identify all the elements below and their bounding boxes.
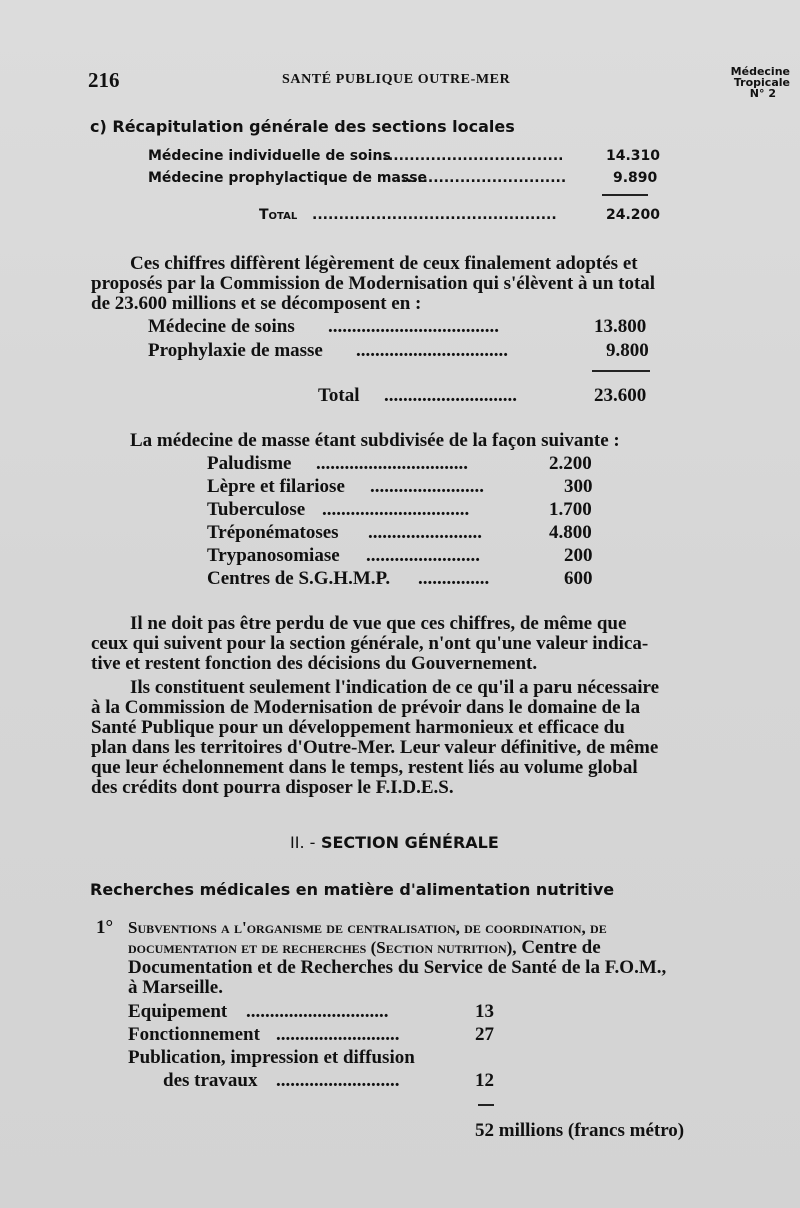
- masse-row-label: Lèpre et filariose: [207, 476, 345, 497]
- dot-leader: ..............................: [246, 1001, 389, 1022]
- item-row-value: 13: [475, 1001, 494, 1022]
- section-c-row-1-value: 14.310: [606, 148, 661, 164]
- item-line-smallcaps: documentation et de recherches (Section nutrition),: [128, 938, 517, 957]
- dot-leader: ....................................: [328, 316, 499, 337]
- paragraph-line: plan dans les territoires d'Outre-Mer. Leur valeur définitive, de même: [91, 737, 659, 758]
- dot-leader: ...............: [418, 568, 490, 589]
- item-line: Subventions a l'organisme de centralisation, de coordination, de: [128, 918, 607, 937]
- dot-leader: ................................: [316, 453, 468, 474]
- sum-rule: [592, 370, 650, 372]
- paragraph-line: La médecine de masse étant subdivisée de la façon suivante :: [130, 430, 620, 451]
- commission-row-2-label: Prophylaxie de masse: [148, 340, 323, 361]
- journal-line-2: Tropicale: [733, 76, 790, 89]
- paragraph-line: tive et restent fonction des décisions du Gouvernement.: [91, 653, 538, 674]
- masse-row-label: Centres de S.G.H.M.P.: [207, 568, 391, 589]
- item-row-value: 27: [475, 1024, 494, 1045]
- masse-row-label: Paludisme: [207, 453, 292, 474]
- commission-row-1-label: Médecine de soins: [148, 316, 295, 337]
- section-heading: [290, 833, 499, 852]
- paragraph-line: ceux qui suivent pour la section générale, n'ont qu'une valeur indica-: [91, 633, 649, 654]
- dot-leader: ........................: [368, 522, 482, 543]
- item-line: Documentation et de Recherches du Service de Santé de la F.O.M.,: [128, 957, 667, 978]
- paragraph-line: Il ne doit pas être perdu de vue que ces chiffres, de même que: [130, 613, 627, 634]
- journal-line-1: Médecine: [730, 65, 790, 78]
- item-total: 52 millions (francs métro): [475, 1120, 685, 1141]
- sum-rule: [602, 194, 648, 196]
- item-line-rest: Centre de: [516, 937, 601, 958]
- paragraph-line: à la Commission de Modernisation de prévoir dans le domaine de la: [91, 697, 641, 718]
- paragraph-line: proposés par la Commission de Modernisation qui s'élèvent à un total: [91, 273, 656, 294]
- section-c-total-label: Total: [259, 207, 298, 223]
- dot-leader: ....................................: [372, 148, 564, 164]
- paragraph-line: Ces chiffres diffèrent légèrement de ceux finalement adoptés et: [130, 253, 638, 274]
- commission-row-2-value: 9.800: [606, 340, 649, 361]
- commission-total-value: 23.600: [594, 385, 647, 406]
- running-title: SANTÉ PUBLIQUE OUTRE-MER: [282, 72, 511, 87]
- section-c-title: c) Récapitulation générale des sections locales: [90, 117, 515, 136]
- dot-leader: ..............................................: [312, 207, 557, 223]
- item-line: [128, 937, 601, 958]
- masse-row-value: 300: [564, 476, 593, 497]
- section-c-row-2-value: 9.890: [613, 170, 658, 186]
- item-row-label: des travaux: [163, 1070, 258, 1091]
- masse-row-value: 1.700: [549, 499, 592, 520]
- paragraph-line: que leur échelonnement dans le temps, restent liés au volume global: [91, 757, 638, 778]
- section-title: SECTION GÉNÉRALE: [320, 833, 499, 852]
- dot-leader: ................................: [396, 170, 567, 186]
- masse-row-value: 2.200: [549, 453, 592, 474]
- section-c-row-2-label: Médecine prophylactique de masse: [148, 170, 428, 186]
- item-number: 1°: [96, 917, 114, 938]
- section-number: II. -: [290, 833, 316, 852]
- commission-total-label: Total: [318, 385, 360, 406]
- masse-row-value: 200: [564, 545, 593, 566]
- sum-rule: [478, 1104, 494, 1106]
- masse-row-label: Tuberculose: [207, 499, 306, 520]
- paragraph-line: des crédits dont pourra disposer le F.I.D.E.S.: [91, 777, 454, 798]
- masse-row-label: Tréponématoses: [207, 522, 339, 543]
- paragraph-line: Ils constituent seulement l'indication de ce qu'il a paru nécessaire: [130, 677, 660, 698]
- journal-line-3: N° 2: [749, 87, 776, 100]
- item-row-label: Fonctionnement: [128, 1024, 260, 1045]
- masse-row-value: 4.800: [549, 522, 592, 543]
- section-c-row-1-label: Médecine individuelle de soins: [148, 148, 391, 164]
- paragraph-line: Santé Publique pour un développement harmonieux et efficace du: [91, 717, 625, 738]
- dot-leader: ..........................: [276, 1024, 400, 1045]
- section-c-total-value: 24.200: [606, 207, 661, 223]
- paragraph-line: de 23.600 millions et se décomposent en :: [91, 293, 422, 314]
- masse-row-label: Trypanosomiase: [207, 545, 340, 566]
- dot-leader: ............................: [384, 385, 517, 406]
- dot-leader: ..........................: [276, 1070, 400, 1091]
- masse-row-value: 600: [564, 568, 593, 589]
- item-line: à Marseille.: [128, 977, 223, 998]
- item-row-value: 12: [475, 1070, 494, 1091]
- journal-tag: [731, 66, 790, 99]
- dot-leader: ...............................: [322, 499, 470, 520]
- item-row-label: Publication, impression et diffusion: [128, 1047, 415, 1068]
- item-row-label: Equipement: [128, 1001, 228, 1022]
- subsection-title: Recherches médicales en matière d'alimentation nutritive: [90, 880, 615, 899]
- commission-row-1-value: 13.800: [594, 316, 647, 337]
- dot-leader: ........................: [370, 476, 484, 497]
- dot-leader: ........................: [366, 545, 480, 566]
- page-number: 216: [88, 68, 120, 92]
- dot-leader: ................................: [356, 340, 508, 361]
